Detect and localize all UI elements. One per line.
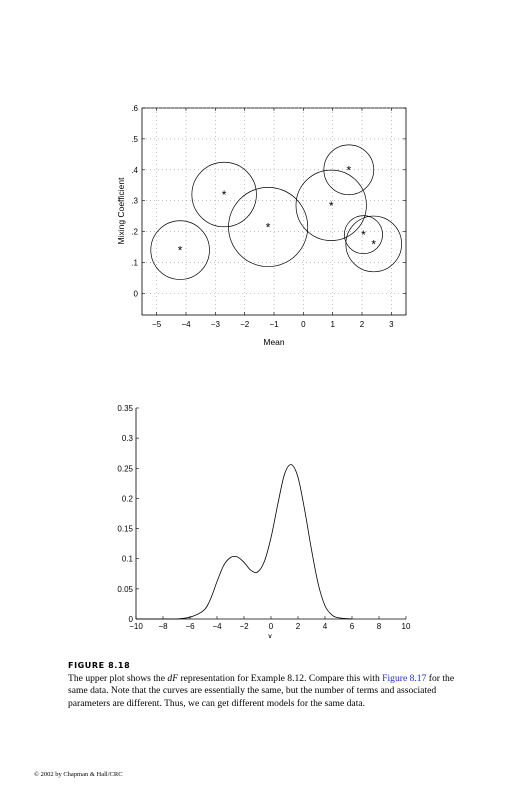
x-tick-label: −2 bbox=[239, 622, 249, 631]
x-tick-label: −2 bbox=[240, 320, 250, 329]
x-tick-label: 6 bbox=[349, 622, 355, 631]
x-tick-label: −5 bbox=[152, 320, 162, 329]
y-tick-label: 0.15 bbox=[117, 524, 133, 534]
figure-label: FIGURE 8.18 bbox=[68, 661, 131, 670]
y-tick-label: 0.1 bbox=[121, 554, 133, 564]
x-tick-label: −4 bbox=[212, 622, 222, 631]
y-tick-label: .4 bbox=[131, 165, 138, 175]
x-tick-label: −10 bbox=[129, 622, 143, 631]
mean-marker: * bbox=[177, 243, 183, 258]
caption-text-3: for the same data. Note that the curves are essentially the same, but the number of terms and associated parameters are different. Thus, we can get different models for the same data. bbox=[68, 672, 455, 709]
x-tick-label: −1 bbox=[269, 320, 279, 329]
density-curve bbox=[136, 465, 352, 619]
figure-link[interactable]: Figure 8.17 bbox=[382, 672, 427, 684]
y-axis-label: Mixing Coefficient bbox=[116, 177, 126, 245]
y-tick-label: 0.25 bbox=[117, 464, 133, 474]
x-axis-label: x bbox=[267, 631, 273, 638]
y-tick-label: .1 bbox=[131, 258, 138, 268]
x-tick-label: 10 bbox=[401, 622, 411, 631]
mean-marker: * bbox=[328, 198, 334, 213]
x-tick-label: 2 bbox=[295, 622, 301, 631]
x-tick-label: 0 bbox=[268, 622, 274, 631]
caption-dF: dF bbox=[167, 672, 179, 684]
x-tick-label: 0 bbox=[301, 320, 306, 329]
copyright-footer: © 2002 by Chapman & Hall/CRC bbox=[34, 771, 123, 778]
figure-caption bbox=[68, 660, 468, 710]
y-tick-label: .3 bbox=[131, 196, 138, 206]
y-tick-label: 0 bbox=[133, 289, 138, 299]
x-tick-label: 2 bbox=[359, 320, 365, 329]
y-tick-label: 0.3 bbox=[121, 434, 133, 444]
mean-marker: * bbox=[361, 228, 366, 243]
x-tick-label: 8 bbox=[376, 622, 382, 631]
x-tick-label: −3 bbox=[210, 320, 220, 329]
y-tick-label: 0.2 bbox=[121, 494, 133, 504]
y-tick-label: .2 bbox=[131, 227, 138, 237]
x-tick-label: −6 bbox=[185, 622, 195, 631]
x-tick-label: 3 bbox=[389, 320, 394, 329]
caption-text-1: The upper plot shows the bbox=[68, 672, 168, 684]
x-tick-label: 1 bbox=[330, 320, 335, 329]
x-tick-label: −4 bbox=[181, 320, 191, 329]
x-axis-label: Mean bbox=[263, 337, 285, 347]
density-chart bbox=[0, 398, 527, 638]
mean-marker: * bbox=[265, 220, 271, 235]
mean-marker: * bbox=[221, 188, 227, 203]
mean-marker: * bbox=[346, 163, 352, 178]
x-tick-label: −8 bbox=[158, 622, 168, 631]
y-tick-label: 0.05 bbox=[117, 584, 133, 594]
y-tick-label: 0.35 bbox=[117, 404, 133, 413]
mean-marker: * bbox=[371, 237, 377, 252]
caption-text-2: representation for Example 8.12. Compare this with bbox=[178, 672, 383, 684]
y-tick-label: 0 bbox=[128, 615, 133, 624]
y-tick-label: .5 bbox=[131, 134, 138, 144]
x-tick-label: 4 bbox=[322, 622, 328, 631]
y-tick-label: .6 bbox=[131, 104, 138, 113]
